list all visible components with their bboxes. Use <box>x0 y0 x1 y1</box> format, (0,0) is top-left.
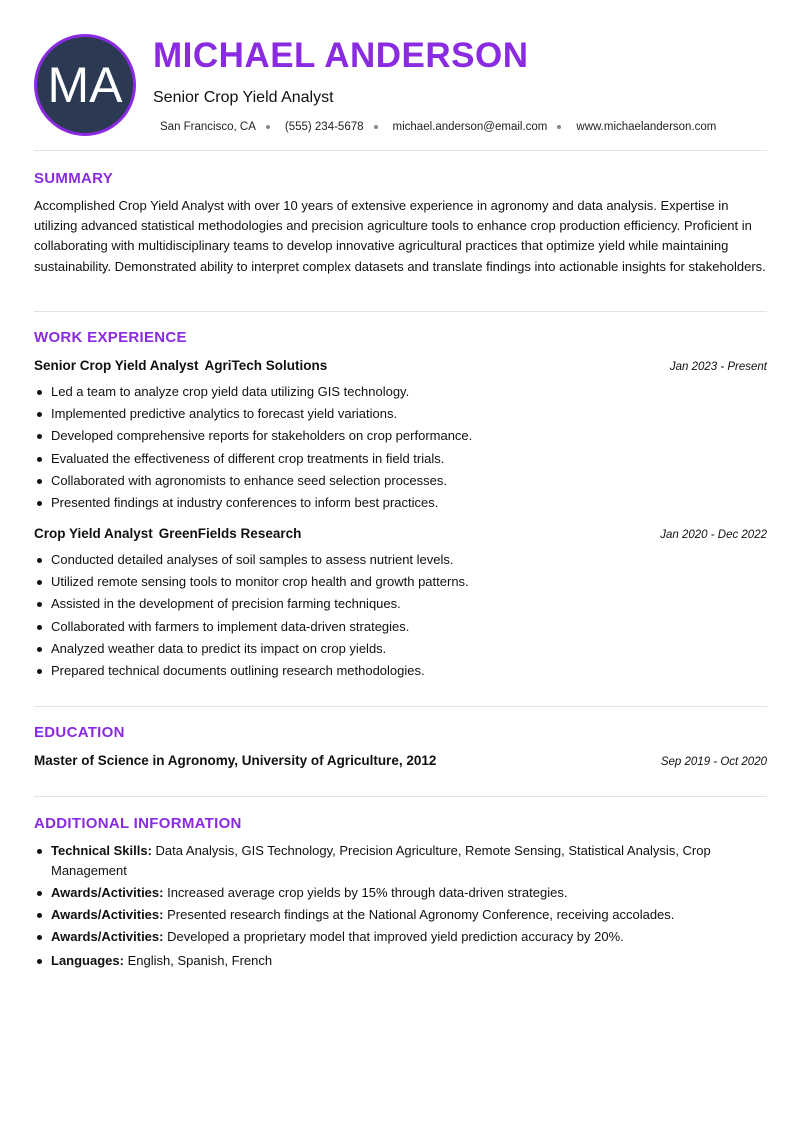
bullet-item: Assisted in the development of precision farming techniques. <box>34 593 767 615</box>
work-experience-heading: WORK EXPERIENCE <box>34 329 187 346</box>
job-title-company <box>34 358 327 373</box>
divider <box>34 706 767 707</box>
summary-text: Accomplished Crop Yield Analyst with over 10 years of extensive experience in agronomy and data analysis. Expertise in utilizing advanced statistical methodologies and precision agriculture tools to enhance crop production efficiency. Proficient in collaborating with multidisciplinary teams to develop innovative agricultural practices that optimize yield while maintaining sustainability. Demonstrated ability to interpret complex datasets and translate findings into actionable insights for stakeholders. <box>34 198 766 274</box>
job-header <box>34 358 767 373</box>
bullet-item: Collaborated with farmers to implement data-driven strategies. <box>34 616 767 638</box>
bullet-item: Evaluated the effectiveness of different crop treatments in field trials. <box>34 448 767 470</box>
job-company: AgriTech Solutions <box>204 358 328 373</box>
education-dates: Sep 2019 - Oct 2020 <box>660 756 767 768</box>
job-dates: Jan 2020 - Dec 2022 <box>660 529 767 541</box>
info-item <box>34 841 734 880</box>
additional-info-heading: ADDITIONAL INFORMATION <box>34 815 242 832</box>
job-company: GreenFields Research <box>158 526 302 541</box>
info-text: Developed a proprietary model that improved yield prediction accuracy by 20%. <box>167 928 624 944</box>
divider <box>34 796 767 797</box>
bullet-item: Developed comprehensive reports for stakeholders on crop performance. <box>34 425 767 447</box>
avatar <box>34 34 136 136</box>
education-heading: EDUCATION <box>34 724 125 741</box>
job-dates: Jan 2023 - Present <box>669 361 767 373</box>
contact-website: www.michaelanderson.com <box>576 121 717 133</box>
avatar-initials: MA <box>47 57 123 113</box>
bullet-item: Conducted detailed analyses of soil samples to assess nutrient levels. <box>34 549 767 571</box>
education-degree: Master of Science in Agronomy, University of Agriculture, 2012 <box>34 753 437 768</box>
education-entry <box>34 753 767 768</box>
bullet-item: Collaborated with agronomists to enhance seed selection processes. <box>34 470 767 492</box>
info-label: Awards/Activities: <box>51 906 164 922</box>
bullet-item: Prepared technical documents outlining research methodologies. <box>34 660 767 682</box>
info-item <box>34 927 734 947</box>
job-bullets <box>34 549 767 682</box>
divider <box>34 311 767 312</box>
job-header <box>34 526 767 541</box>
contact-location: San Francisco, CA <box>160 121 256 133</box>
info-item <box>34 883 734 903</box>
info-text: English, Spanish, French <box>127 953 273 968</box>
divider <box>34 150 767 151</box>
additional-info-list <box>34 841 734 973</box>
contact-bar <box>160 121 716 133</box>
info-text: Increased average crop yields by 15% through data-driven strategies. <box>167 884 568 900</box>
job-bullets <box>34 381 767 514</box>
contact-email: michael.anderson@email.com <box>392 121 548 133</box>
info-text: Presented research findings at the National Agronomy Conference, receiving accolades. <box>167 906 675 922</box>
bullet-item: Analyzed weather data to predict its impact on crop yields. <box>34 638 767 660</box>
contact-phone: (555) 234-5678 <box>284 121 364 133</box>
info-item <box>34 905 734 925</box>
bullet-item: Utilized remote sensing tools to monitor crop health and growth patterns. <box>34 571 767 593</box>
separator-dot <box>266 125 270 129</box>
job-role: Senior Crop Yield Analyst <box>34 358 199 373</box>
separator-dot <box>374 125 378 129</box>
bullet-item: Led a team to analyze crop yield data utilizing GIS technology. <box>34 381 767 403</box>
info-item <box>34 951 734 971</box>
info-text: Data Analysis, GIS Technology, Precision Agriculture, Remote Sensing, Statistical Analysis, Crop Management <box>51 843 711 878</box>
info-label: Awards/Activities: <box>51 884 164 900</box>
info-label: Languages: <box>51 953 124 968</box>
info-label: Technical Skills: <box>51 843 152 858</box>
bullet-item: Implemented predictive analytics to forecast yield variations. <box>34 403 767 425</box>
separator-dot <box>557 125 561 129</box>
summary-heading: SUMMARY <box>34 170 114 187</box>
bullet-item: Presented findings at industry conferences to inform best practices. <box>34 492 767 514</box>
job-title-company <box>34 526 301 541</box>
job-role: Crop Yield Analyst <box>34 526 153 541</box>
candidate-name: MICHAEL ANDERSON <box>153 36 529 75</box>
info-label: Awards/Activities: <box>51 928 164 944</box>
candidate-title: Senior Crop Yield Analyst <box>153 89 334 106</box>
